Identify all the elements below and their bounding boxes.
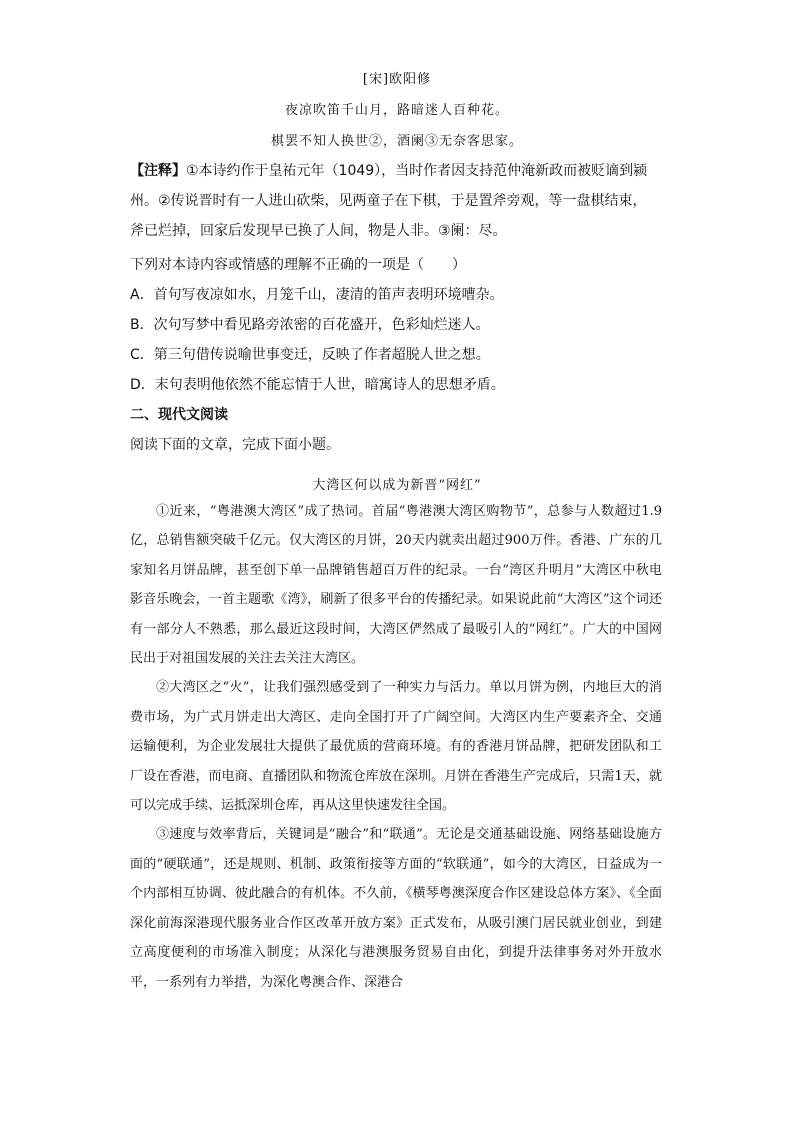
- section-heading: 二、现代文阅读: [130, 407, 228, 423]
- section-instruction: 阅读下面的文章，完成下面小题。: [130, 437, 340, 453]
- poem-line-2: 棋罢不知人换世②，酒阑③无奈客思家。: [270, 134, 523, 149]
- option-d: D．末句表明他依然不能忘情于人世，暗寓诗人的思想矛盾。: [130, 377, 505, 393]
- option-c: C．第三句借传说喻世事变迁，反映了作者超脱人世之想。: [130, 347, 490, 363]
- question-block: [130, 250, 660, 460]
- poem-line-1: 夜凉吹笛千山月，路暗迷人百种花。: [284, 103, 509, 118]
- article-title: 大湾区何以成为新晋“网红”: [312, 478, 482, 493]
- option-b: B．次句写梦中看见路旁浓密的百花盛开，色彩灿烂迷人。: [130, 317, 490, 333]
- annotation-block: [130, 156, 660, 246]
- annotation-label: 【注释】: [130, 163, 186, 179]
- question-stem: 下列对本诗内容或情感的理解不正确的一项是（ ）: [130, 257, 466, 273]
- article-paragraph-3: ③速度与效率背后，关键词是“融合”和“联通”。无论是交通基础设施、网络基础设施方面的“硬联通”，还是规则、机制、政策衔接等方面的“软联通”，如今的大湾区，日益成为一个内部相互协调、彼此融合的有机体。不久前，《横琴粤澳深度合作区建设总体方案》、《全面深化前海深港现代服务业合作区改革开放方案》正式发布，从吸引澳门居民就业创业，到建立高度便利的市场准入制度；从深化与港澳服务贸易自由化，到提升法律事务对外开放水平，一系列有力举措，为深化粤澳合作、深港合: [130, 827, 662, 990]
- article-paragraph-2: ②大湾区之“火”，让我们强烈感受到了一种实力与活力。单以月饼为例，内地巨大的消费市场，为广式月饼走出大湾区、走向全国打开了广阔空间。大湾区内生产要素齐全、交通运输便利，为企业发展壮大提供了最优质的营商环境。有的香港月饼品牌，把研发团队和工厂设在香港，而电商、直播团队和物流仓库放在深圳。月饼在香港生产完成后，只需1天，就可以完成手续、运抵深圳仓库，再从这里快速发往全国。: [130, 680, 662, 814]
- annotation-text: ①本诗约作于皇祐元年（1049），当时作者因支持范仲淹新政而被贬谪到颍州。②传说晋时有一人进山砍柴，见两童子在下棋，于是置斧旁观，等一盘棋结束，斧已烂掉，回家后发现早已换了人间，物是人非。③阑：尽。: [130, 163, 648, 239]
- article-body: [130, 497, 662, 997]
- option-a: A．首句写夜凉如水，月笼千山，凄清的笛声表明环境嘈杂。: [130, 287, 504, 303]
- poem-author: [宋]欧阳修: [362, 72, 432, 87]
- article-paragraph-1: ①近来，“粤港澳大湾区”成了热词。首届“粤港澳大湾区购物节”，总参与人数超过1.9亿，总销售额突破千亿元。仅大湾区的月饼，20天内就卖出超过900万件。香港、广东的几家知名月饼品牌，甚至创下单一品牌销售超百万件的纪录。一台“湾区升明月”大湾区中秋电影音乐晚会，一首主题歌《湾》，刷新了很多平台的传播纪录。如果说此前“大湾区”这个词还有一部分人不熟悉，那么最近这段时间，大湾区俨然成了最吸引人的“网红”。广大的中国网民出于对祖国发展的关注去关注大湾区。: [130, 504, 662, 667]
